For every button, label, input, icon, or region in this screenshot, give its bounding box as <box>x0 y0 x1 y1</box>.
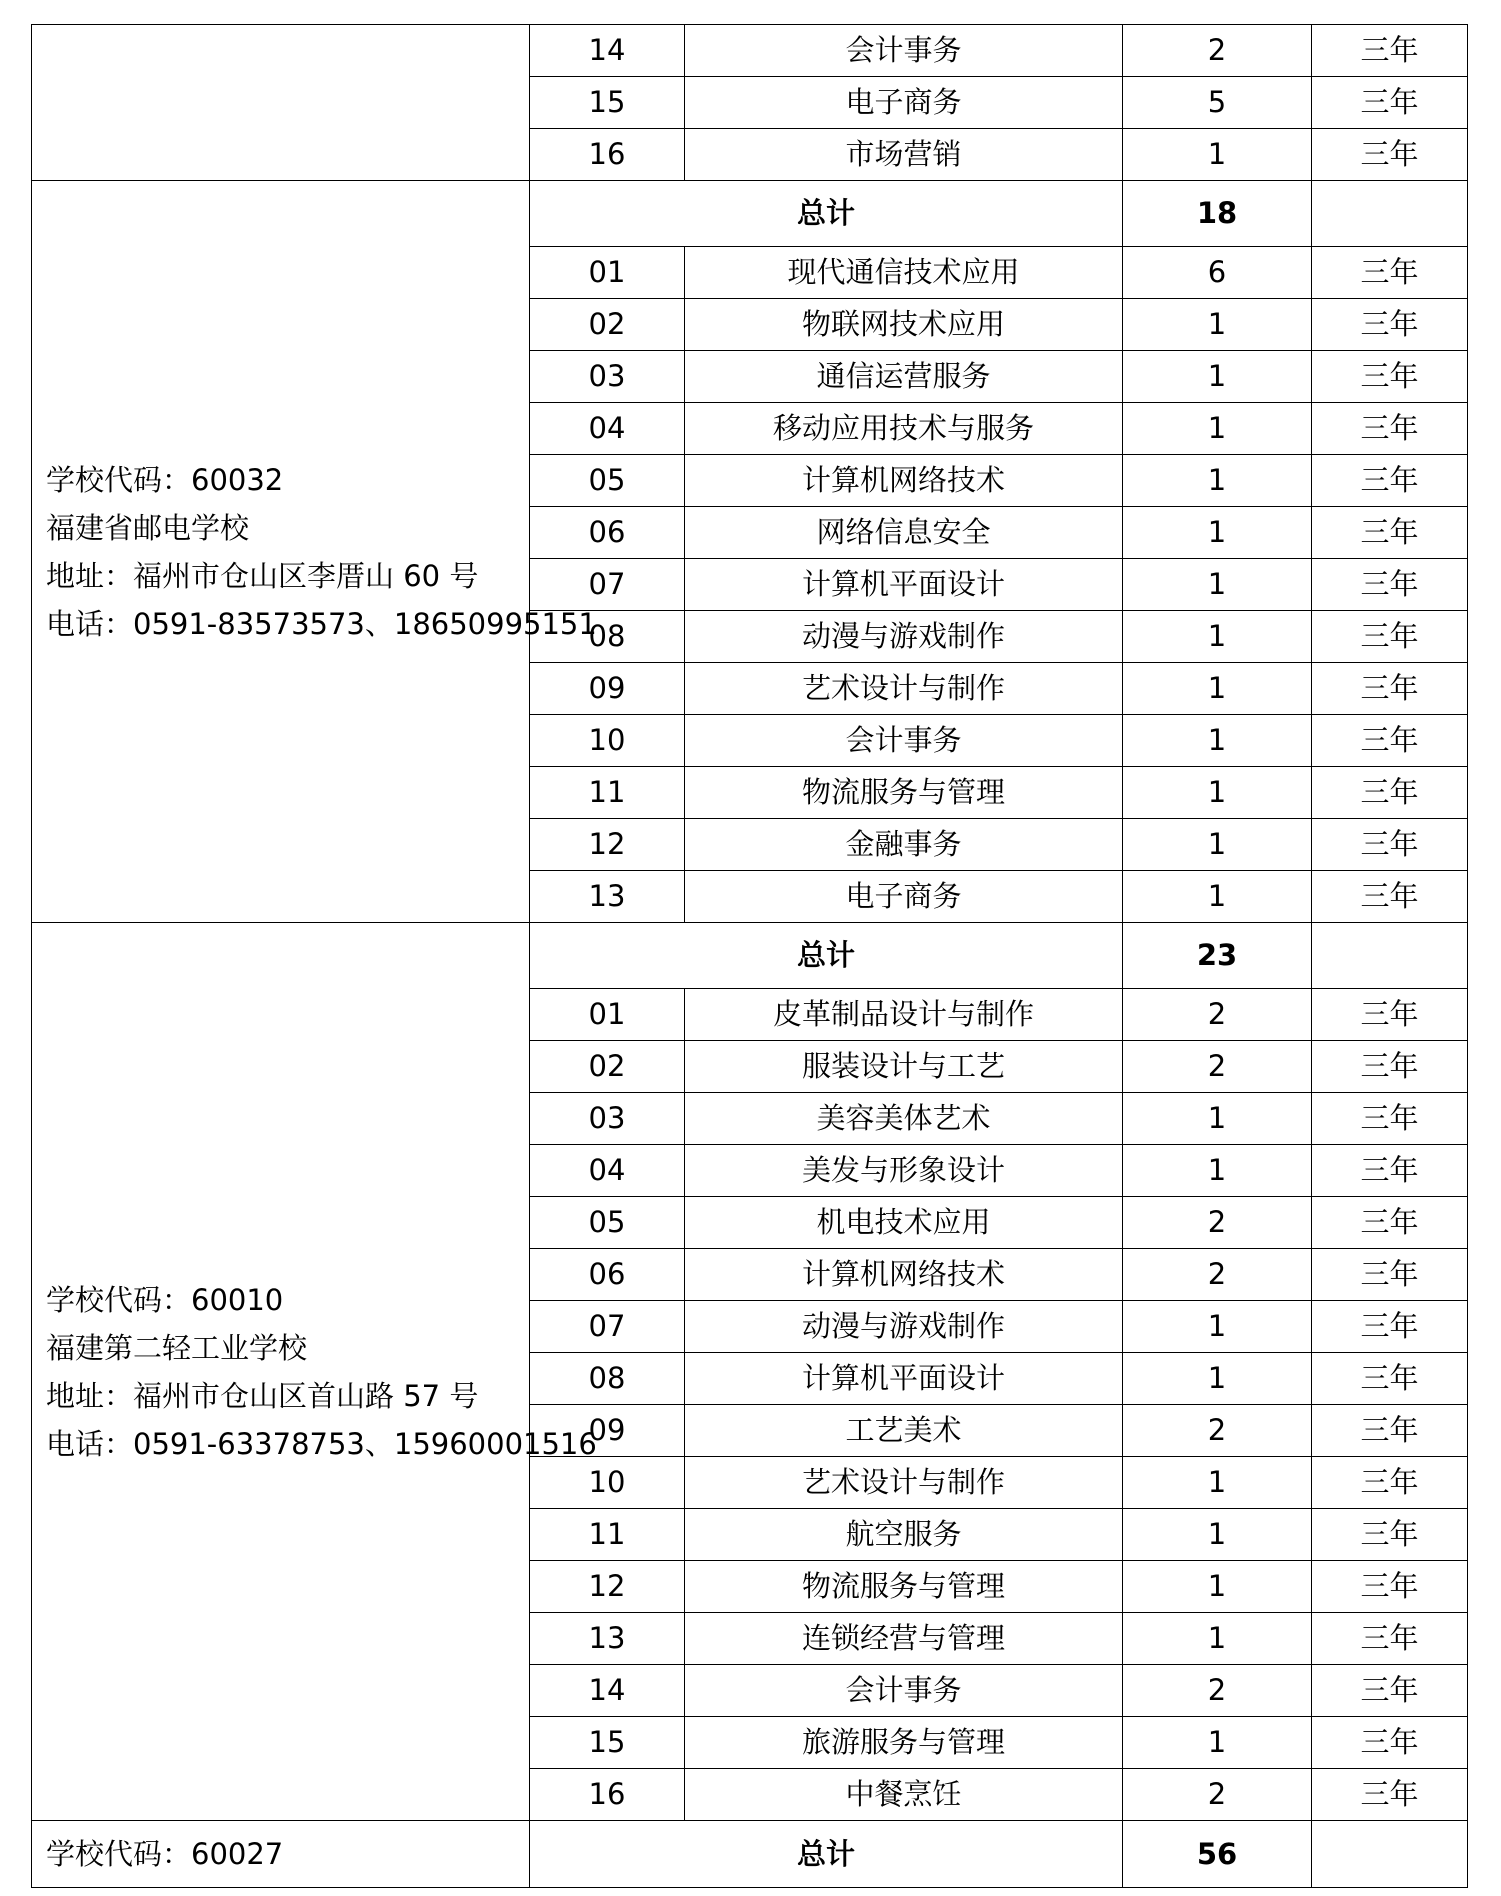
major-name: 会计事务 <box>685 715 1123 767</box>
major-name: 动漫与游戏制作 <box>685 611 1123 663</box>
major-name: 艺术设计与制作 <box>685 663 1123 715</box>
major-name: 会计事务 <box>685 1665 1123 1717</box>
major-number: 11 <box>530 767 685 819</box>
school-info-line: 地址：福州市仓山区李厝山 60 号 <box>46 558 479 593</box>
major-name: 旅游服务与管理 <box>685 1717 1123 1769</box>
enrollment-count: 1 <box>1123 403 1312 455</box>
major-number: 13 <box>530 1613 685 1665</box>
study-duration: 三年 <box>1312 247 1468 299</box>
total-row <box>32 923 1468 989</box>
total-value: 23 <box>1123 923 1312 989</box>
study-duration: 三年 <box>1312 1717 1468 1769</box>
major-name: 移动应用技术与服务 <box>685 403 1123 455</box>
study-duration: 三年 <box>1312 129 1468 181</box>
major-number: 16 <box>530 1769 685 1821</box>
major-name: 物流服务与管理 <box>685 1561 1123 1613</box>
major-name: 计算机平面设计 <box>685 1353 1123 1405</box>
major-number: 04 <box>530 1145 685 1197</box>
enrollment-count: 1 <box>1123 1613 1312 1665</box>
enrollment-count: 1 <box>1123 559 1312 611</box>
study-duration: 三年 <box>1312 1197 1468 1249</box>
total-value: 56 <box>1123 1821 1312 1888</box>
enrollment-count: 1 <box>1123 1301 1312 1353</box>
major-name: 工艺美术 <box>685 1405 1123 1457</box>
total-label: 总计 <box>530 923 1123 989</box>
enrollment-count: 1 <box>1123 507 1312 559</box>
enrollment-count: 1 <box>1123 871 1312 923</box>
enrollment-count: 1 <box>1123 715 1312 767</box>
major-name: 机电技术应用 <box>685 1197 1123 1249</box>
study-duration: 三年 <box>1312 663 1468 715</box>
major-number: 01 <box>530 989 685 1041</box>
enrollment-count: 1 <box>1123 351 1312 403</box>
school-info-line: 福建第二轻工业学校 <box>46 1330 308 1365</box>
study-duration: 三年 <box>1312 77 1468 129</box>
major-number: 13 <box>530 871 685 923</box>
study-duration: 三年 <box>1312 1145 1468 1197</box>
total-years-cell <box>1312 181 1468 247</box>
major-name: 电子商务 <box>685 871 1123 923</box>
major-name: 计算机平面设计 <box>685 559 1123 611</box>
study-duration: 三年 <box>1312 1301 1468 1353</box>
major-name: 计算机网络技术 <box>685 1249 1123 1301</box>
major-number: 10 <box>530 1457 685 1509</box>
enrollment-count: 1 <box>1123 663 1312 715</box>
major-name: 航空服务 <box>685 1509 1123 1561</box>
study-duration: 三年 <box>1312 715 1468 767</box>
enrollment-count: 1 <box>1123 129 1312 181</box>
enrollment-count: 6 <box>1123 247 1312 299</box>
study-duration: 三年 <box>1312 1665 1468 1717</box>
major-number: 07 <box>530 1301 685 1353</box>
major-number: 08 <box>530 1353 685 1405</box>
major-name: 会计事务 <box>685 25 1123 77</box>
major-number: 05 <box>530 455 685 507</box>
major-name: 连锁经营与管理 <box>685 1613 1123 1665</box>
study-duration: 三年 <box>1312 25 1468 77</box>
enrollment-count: 1 <box>1123 1353 1312 1405</box>
major-number: 10 <box>530 715 685 767</box>
major-name: 现代通信技术应用 <box>685 247 1123 299</box>
enrollment-count: 2 <box>1123 1405 1312 1457</box>
major-name: 通信运营服务 <box>685 351 1123 403</box>
school-info-line: 福建省邮电学校 <box>46 510 250 545</box>
study-duration: 三年 <box>1312 1093 1468 1145</box>
enrollment-count: 5 <box>1123 77 1312 129</box>
major-number: 04 <box>530 403 685 455</box>
enrollment-count: 2 <box>1123 1249 1312 1301</box>
school-info-line: 学校代码：60010 <box>46 1282 284 1317</box>
major-number: 15 <box>530 1717 685 1769</box>
enrollment-count: 1 <box>1123 1509 1312 1561</box>
major-number: 14 <box>530 1665 685 1717</box>
major-number: 07 <box>530 559 685 611</box>
study-duration: 三年 <box>1312 351 1468 403</box>
study-duration: 三年 <box>1312 1561 1468 1613</box>
school-info-line: 地址：福州市仓山区首山路 57 号 <box>46 1378 479 1413</box>
study-duration: 三年 <box>1312 1769 1468 1821</box>
major-number: 12 <box>530 1561 685 1613</box>
major-name: 电子商务 <box>685 77 1123 129</box>
enrollment-count: 1 <box>1123 1561 1312 1613</box>
major-number: 01 <box>530 247 685 299</box>
major-name: 网络信息安全 <box>685 507 1123 559</box>
enrollment-count: 1 <box>1123 1145 1312 1197</box>
major-number: 16 <box>530 129 685 181</box>
major-number: 14 <box>530 25 685 77</box>
enrollment-count: 2 <box>1123 1665 1312 1717</box>
major-name: 市场营销 <box>685 129 1123 181</box>
study-duration: 三年 <box>1312 299 1468 351</box>
study-duration: 三年 <box>1312 819 1468 871</box>
enrollment-count: 2 <box>1123 1769 1312 1821</box>
major-name: 计算机网络技术 <box>685 455 1123 507</box>
major-name: 中餐烹饪 <box>685 1769 1123 1821</box>
enrollment-count: 2 <box>1123 989 1312 1041</box>
study-duration: 三年 <box>1312 559 1468 611</box>
enrollment-count: 2 <box>1123 1197 1312 1249</box>
major-number: 06 <box>530 507 685 559</box>
study-duration: 三年 <box>1312 403 1468 455</box>
total-years-cell <box>1312 923 1468 989</box>
total-value: 18 <box>1123 181 1312 247</box>
study-duration: 三年 <box>1312 1353 1468 1405</box>
major-name: 动漫与游戏制作 <box>685 1301 1123 1353</box>
major-number: 03 <box>530 351 685 403</box>
enrollment-count: 1 <box>1123 819 1312 871</box>
major-name: 美容美体艺术 <box>685 1093 1123 1145</box>
major-name: 金融事务 <box>685 819 1123 871</box>
school-info-line: 电话：0591-83573573、18650995151 <box>46 606 597 641</box>
major-number: 11 <box>530 1509 685 1561</box>
total-label: 总计 <box>530 1821 1123 1888</box>
total-row <box>32 1821 1468 1888</box>
major-number: 02 <box>530 299 685 351</box>
study-duration: 三年 <box>1312 871 1468 923</box>
major-number: 09 <box>530 1405 685 1457</box>
study-duration: 三年 <box>1312 611 1468 663</box>
major-name: 服装设计与工艺 <box>685 1041 1123 1093</box>
total-label: 总计 <box>530 181 1123 247</box>
enrollment-count: 1 <box>1123 1717 1312 1769</box>
total-years-cell <box>1312 1821 1468 1888</box>
major-number: 09 <box>530 663 685 715</box>
school-info-line: 电话：0591-63378753、15960001516 <box>46 1426 597 1461</box>
enrollment-count: 2 <box>1123 25 1312 77</box>
enrollment-table-body <box>32 25 1468 1888</box>
enrollment-count: 1 <box>1123 1457 1312 1509</box>
study-duration: 三年 <box>1312 989 1468 1041</box>
school-info-line: 学校代码：60032 <box>46 462 284 497</box>
study-duration: 三年 <box>1312 1405 1468 1457</box>
major-number: 15 <box>530 77 685 129</box>
enrollment-count: 1 <box>1123 299 1312 351</box>
school-info-cell <box>32 1821 530 1888</box>
total-row <box>32 181 1468 247</box>
major-name: 物联网技术应用 <box>685 299 1123 351</box>
school-info-cell <box>32 181 597 923</box>
enrollment-count: 1 <box>1123 767 1312 819</box>
major-number: 06 <box>530 1249 685 1301</box>
major-number: 12 <box>530 819 685 871</box>
major-name: 艺术设计与制作 <box>685 1457 1123 1509</box>
study-duration: 三年 <box>1312 1457 1468 1509</box>
enrollment-count: 2 <box>1123 1041 1312 1093</box>
study-duration: 三年 <box>1312 455 1468 507</box>
study-duration: 三年 <box>1312 507 1468 559</box>
study-duration: 三年 <box>1312 1041 1468 1093</box>
table-row <box>32 25 1468 77</box>
major-name: 皮革制品设计与制作 <box>685 989 1123 1041</box>
major-number: 08 <box>530 611 685 663</box>
study-duration: 三年 <box>1312 1249 1468 1301</box>
enrollment-table <box>31 24 1468 1888</box>
school-info-cell <box>32 25 530 181</box>
major-number: 03 <box>530 1093 685 1145</box>
enrollment-count: 1 <box>1123 455 1312 507</box>
study-duration: 三年 <box>1312 1509 1468 1561</box>
school-info-cell <box>32 923 597 1821</box>
school-info-line: 学校代码：60027 <box>46 1837 284 1871</box>
major-number: 02 <box>530 1041 685 1093</box>
enrollment-count: 1 <box>1123 1093 1312 1145</box>
study-duration: 三年 <box>1312 767 1468 819</box>
major-name: 美发与形象设计 <box>685 1145 1123 1197</box>
study-duration: 三年 <box>1312 1613 1468 1665</box>
major-name: 物流服务与管理 <box>685 767 1123 819</box>
enrollment-count: 1 <box>1123 611 1312 663</box>
major-number: 05 <box>530 1197 685 1249</box>
